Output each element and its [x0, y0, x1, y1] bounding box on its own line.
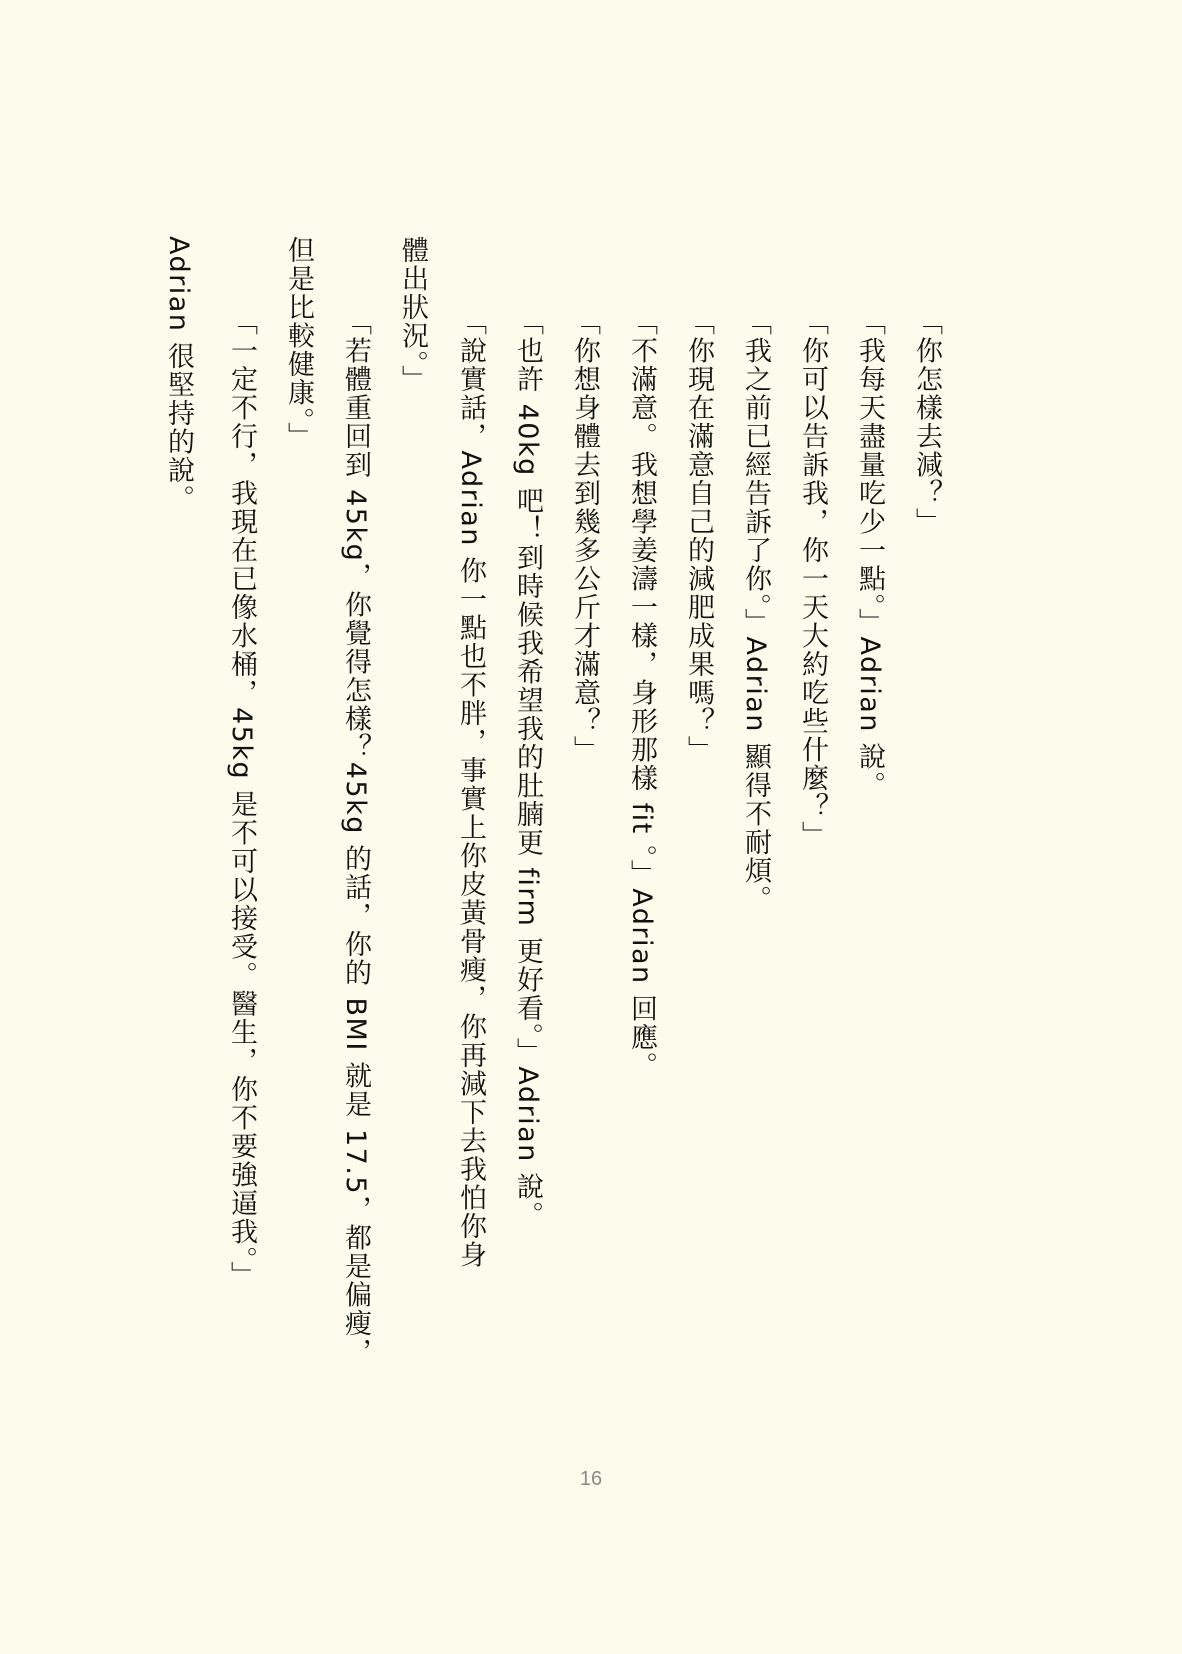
text-line-4: 「我之前已經告訴了你。」Adrian 顯得不耐煩。: [740, 308, 771, 914]
text-line-12: 但是比較健康。」: [283, 236, 314, 451]
text-line-6: 「不滿意。我想學姜濤一樣，身形那樣 fit 。」Adrian 回應。: [626, 308, 657, 1081]
text-line-10: 體出狀況。」: [397, 236, 428, 394]
text-line-5: 「你現在滿意自己的減肥成果嗎？」: [683, 308, 714, 764]
text-line-3: 「你可以告訴我，你一天大約吃些什麼？」: [797, 308, 828, 850]
text-line-2: 「我每天盡量吃少一點。」Adrian 說。: [854, 308, 885, 800]
text-line-1: 「你怎樣去減？」: [911, 308, 942, 536]
text-line-14: Adrian 很堅持的說。: [163, 236, 194, 514]
text-line-8: 「也許 40kg 吧！到時候我希望我的肚腩更 firm 更好看。」Adrian 說。: [512, 308, 543, 1230]
page-number: 16: [579, 1468, 603, 1490]
text-line-13: 「一定不行，我現在已像水桶，45kg 是不可以接受。醫生，你不要強逼我。」: [226, 308, 257, 1290]
text-line-11: 「若體重回到 45kg，你覺得怎樣？45kg 的話，你的 BMI 就是 17.5，都是偏瘦，: [340, 308, 371, 1367]
text-line-9: 「說實話，Adrian 你一點也不胖，事實上你皮黃骨瘦，你再減下去我怕你身: [455, 308, 486, 1270]
text-line-7: 「你想身體去到幾多公斤才滿意？」: [569, 308, 600, 764]
